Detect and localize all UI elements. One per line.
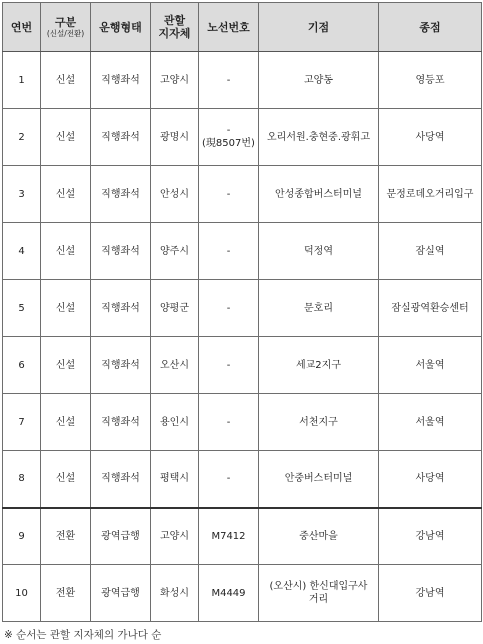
cell-authority: 양평군 xyxy=(151,280,199,337)
cell-operation: 직행좌석 xyxy=(91,52,151,109)
cell-start: 문호리 xyxy=(259,280,379,337)
cell-no: 10 xyxy=(3,565,41,622)
cell-type: 신설 xyxy=(41,223,91,280)
table-row xyxy=(3,337,482,394)
cell-operation: 광역급행 xyxy=(91,565,151,622)
cell-authority: 평택시 xyxy=(151,451,199,508)
cell-start: 세교2지구 xyxy=(259,337,379,394)
table-row xyxy=(3,508,482,565)
cell-end: 잠실역 xyxy=(379,223,482,280)
cell-type: 신설 xyxy=(41,451,91,508)
header-start: 기점 xyxy=(259,3,379,52)
cell-route-no: - xyxy=(199,166,259,223)
cell-start: 덕정역 xyxy=(259,223,379,280)
cell-authority: 양주시 xyxy=(151,223,199,280)
cell-type: 신설 xyxy=(41,394,91,451)
cell-end: 문정로데오거리입구 xyxy=(379,166,482,223)
header-type-sub: (신설/전환) xyxy=(46,28,85,38)
cell-authority: 고양시 xyxy=(151,508,199,565)
cell-no: 8 xyxy=(3,451,41,508)
table-row xyxy=(3,394,482,451)
cell-type: 신설 xyxy=(41,337,91,394)
table-row xyxy=(3,565,482,622)
cell-no: 9 xyxy=(3,508,41,565)
cell-no: 6 xyxy=(3,337,41,394)
cell-route-no: M4449 xyxy=(199,565,259,622)
cell-no: 7 xyxy=(3,394,41,451)
header-type: 구분 (신설/전환) xyxy=(41,3,91,52)
cell-route-no: - xyxy=(199,451,259,508)
cell-route-no: - xyxy=(199,337,259,394)
cell-operation: 직행좌석 xyxy=(91,166,151,223)
cell-route-no: - xyxy=(199,52,259,109)
cell-no: 2 xyxy=(3,109,41,166)
cell-type: 신설 xyxy=(41,109,91,166)
cell-type: 전환 xyxy=(41,508,91,565)
cell-authority: 화성시 xyxy=(151,565,199,622)
start-line-2: 거리 xyxy=(308,594,329,605)
cell-no: 4 xyxy=(3,223,41,280)
cell-start: 서천지구 xyxy=(259,394,379,451)
table-header-row xyxy=(3,3,482,52)
cell-operation: 광역급행 xyxy=(91,508,151,565)
cell-end: 서울역 xyxy=(379,337,482,394)
route-no-value: - xyxy=(226,125,231,136)
cell-end: 강남역 xyxy=(379,508,482,565)
cell-operation: 직행좌석 xyxy=(91,223,151,280)
cell-start: 오리서원.충현중.광휘고 xyxy=(259,109,379,166)
cell-route-no: M7412 xyxy=(199,508,259,565)
cell-start: 안중버스터미널 xyxy=(259,451,379,508)
bus-route-table xyxy=(2,2,482,622)
cell-authority: 고양시 xyxy=(151,52,199,109)
header-authority: 관할 지자체 xyxy=(151,3,199,52)
cell-type: 전환 xyxy=(41,565,91,622)
cell-route-no xyxy=(199,109,259,166)
cell-authority: 안성시 xyxy=(151,166,199,223)
cell-authority: 오산시 xyxy=(151,337,199,394)
cell-type: 신설 xyxy=(41,280,91,337)
cell-type: 신설 xyxy=(41,52,91,109)
cell-end: 영등포 xyxy=(379,52,482,109)
cell-type: 신설 xyxy=(41,166,91,223)
table-row xyxy=(3,52,482,109)
header-no: 연번 xyxy=(3,3,41,52)
cell-operation: 직행좌석 xyxy=(91,451,151,508)
cell-no: 3 xyxy=(3,166,41,223)
cell-start: 고양동 xyxy=(259,52,379,109)
cell-start xyxy=(259,565,379,622)
cell-route-no: - xyxy=(199,394,259,451)
cell-end: 사당역 xyxy=(379,451,482,508)
cell-authority: 광명시 xyxy=(151,109,199,166)
footnote: ※ 순서는 관할 지자체의 가나다 순 xyxy=(4,629,162,641)
start-line-1: (오산시) 한신대입구사 xyxy=(269,581,368,592)
cell-start: 중산마을 xyxy=(259,508,379,565)
table-row xyxy=(3,223,482,280)
cell-route-no: - xyxy=(199,223,259,280)
route-no-note: (現8507번) xyxy=(202,138,255,149)
cell-operation: 직행좌석 xyxy=(91,280,151,337)
table-row xyxy=(3,166,482,223)
cell-end: 사당역 xyxy=(379,109,482,166)
cell-operation: 직행좌석 xyxy=(91,109,151,166)
cell-no: 5 xyxy=(3,280,41,337)
table-row xyxy=(3,109,482,166)
cell-route-no: - xyxy=(199,280,259,337)
cell-no: 1 xyxy=(3,52,41,109)
cell-end: 서울역 xyxy=(379,394,482,451)
cell-operation: 직행좌석 xyxy=(91,394,151,451)
cell-start: 안성종합버스터미널 xyxy=(259,166,379,223)
header-operation: 운행형태 xyxy=(91,3,151,52)
cell-operation: 직행좌석 xyxy=(91,337,151,394)
cell-end: 잠실광역환승센터 xyxy=(379,280,482,337)
table-row xyxy=(3,451,482,508)
header-route-no: 노선번호 xyxy=(199,3,259,52)
cell-end: 강남역 xyxy=(379,565,482,622)
header-end: 종점 xyxy=(379,3,482,52)
table-row xyxy=(3,280,482,337)
cell-authority: 용인시 xyxy=(151,394,199,451)
route-table-container xyxy=(2,2,481,622)
